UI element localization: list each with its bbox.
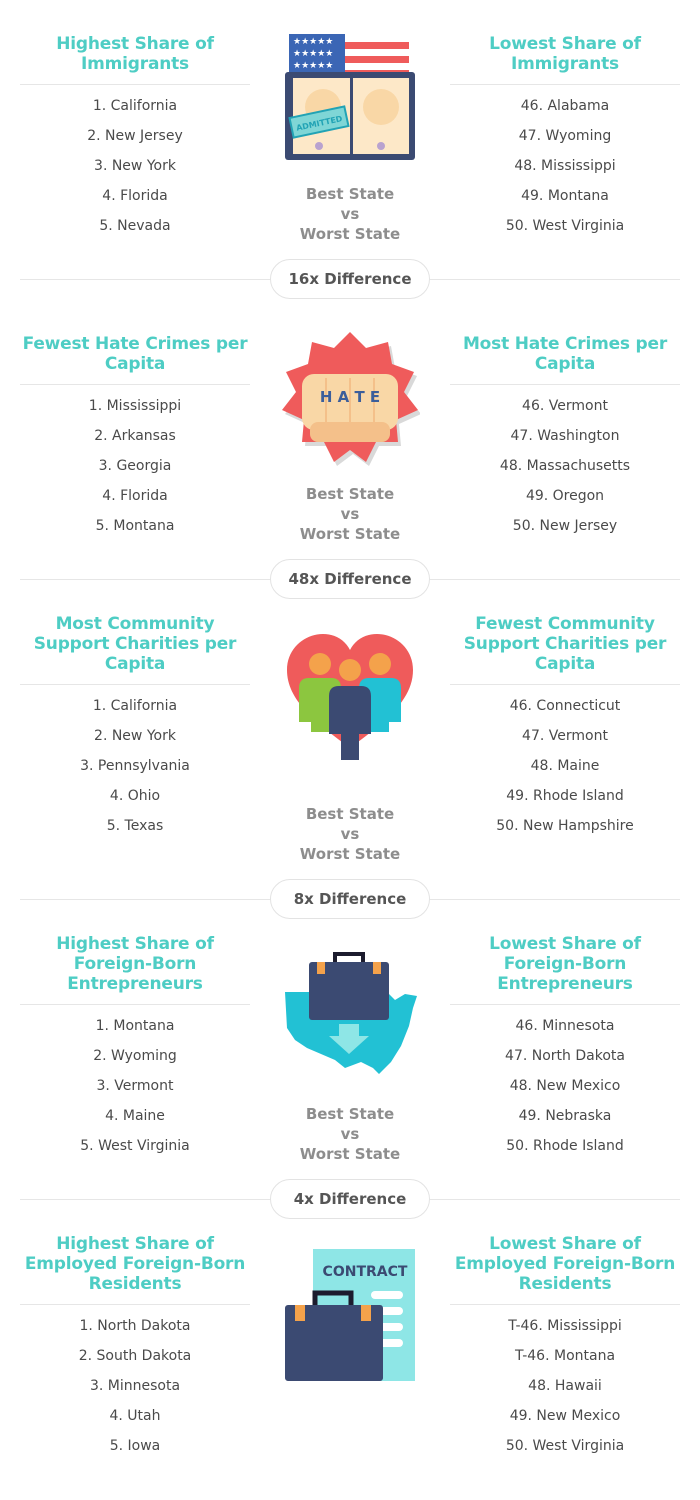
list-item: 4. Maine xyxy=(105,1108,165,1124)
rule xyxy=(20,384,250,385)
list-item: 1. North Dakota xyxy=(79,1318,191,1334)
list-item: 48. Massachusetts xyxy=(499,458,631,474)
left-column xyxy=(20,330,250,541)
contract-briefcase-icon xyxy=(283,1245,423,1385)
rule xyxy=(450,1004,680,1005)
list-item: 50. West Virginia xyxy=(505,1438,625,1454)
left-list xyxy=(20,1011,250,1161)
list-item: 50. New Hampshire xyxy=(496,818,634,834)
rule xyxy=(450,1304,680,1305)
left-column xyxy=(20,610,250,841)
list-item: 50. Rhode Island xyxy=(506,1138,624,1154)
list-item: 48. Hawaii xyxy=(528,1378,602,1394)
right-list xyxy=(450,391,680,541)
list-item: 1. California xyxy=(92,698,178,714)
best-vs-worst: Best State vs Worst State xyxy=(299,485,401,543)
best-vs-worst: Best State vs Worst State xyxy=(299,185,401,243)
rule xyxy=(20,684,250,685)
list-item: 49. New Mexico xyxy=(509,1408,621,1424)
left-column xyxy=(20,930,250,1161)
list-item: 46. Minnesota xyxy=(515,1018,615,1034)
left-list xyxy=(20,91,250,241)
list-item: 49. Montana xyxy=(521,188,609,204)
right-list xyxy=(450,1311,680,1461)
svg-text:★★★★★: ★★★★★ xyxy=(293,49,334,59)
list-item: 47. Wyoming xyxy=(518,128,612,144)
left-title: Highest Share of Foreign-Born Entrepreneurs xyxy=(56,934,214,994)
list-item: 4. Ohio xyxy=(109,788,161,804)
list-item: 46. Vermont xyxy=(522,398,608,414)
contract-label: CONTRACT xyxy=(322,1264,408,1280)
left-title: Highest Share of Employed Foreign-Born Residents xyxy=(24,1234,246,1294)
list-item: 4. Florida xyxy=(102,488,168,504)
list-item: 48. Mississippi xyxy=(514,158,616,174)
list-item: 50. New Jersey xyxy=(512,518,618,534)
difference-badge: 8x Difference xyxy=(270,879,430,919)
difference-badge: 16x Difference xyxy=(270,259,430,299)
right-column xyxy=(450,610,680,841)
best-vs-worst: Best State vs Worst State xyxy=(299,1105,401,1163)
right-title: Fewest Community Support Charities per Capita xyxy=(463,614,667,674)
right-list xyxy=(450,91,680,241)
list-item: 2. New Jersey xyxy=(87,128,183,144)
rule xyxy=(20,84,250,85)
left-title: Highest Share of Immigrants xyxy=(56,34,214,74)
list-item: 3. Vermont xyxy=(96,1078,174,1094)
left-title: Most Community Support Charities per Capita xyxy=(33,614,237,674)
list-item: 5. Montana xyxy=(95,518,175,534)
list-item: 47. Washington xyxy=(510,428,620,444)
right-column xyxy=(450,330,680,541)
hate-text: H A T E xyxy=(319,388,381,406)
left-list xyxy=(20,391,250,541)
right-list xyxy=(450,1011,680,1161)
difference-badge: 48x Difference xyxy=(270,559,430,599)
left-list xyxy=(20,1311,250,1461)
hate-fist-icon xyxy=(280,330,420,466)
left-column xyxy=(20,30,250,241)
right-title: Lowest Share of Immigrants xyxy=(489,34,641,74)
list-item: 46. Alabama xyxy=(520,98,610,114)
list-item: 2. Wyoming xyxy=(93,1048,177,1064)
left-title: Fewest Hate Crimes per Capita xyxy=(22,334,248,374)
list-item: 46. Connecticut xyxy=(509,698,621,714)
list-item: 48. New Mexico xyxy=(509,1078,621,1094)
list-item: 49. Nebraska xyxy=(518,1108,612,1124)
rule xyxy=(450,684,680,685)
list-item: 4. Utah xyxy=(109,1408,161,1424)
right-column xyxy=(450,1230,680,1461)
left-column xyxy=(20,1230,250,1461)
list-item: 47. North Dakota xyxy=(505,1048,625,1064)
list-item: 49. Rhode Island xyxy=(506,788,624,804)
right-title: Most Hate Crimes per Capita xyxy=(462,334,668,374)
list-item: 50. West Virginia xyxy=(505,218,625,234)
list-item: 3. Pennsylvania xyxy=(80,758,190,774)
right-column xyxy=(450,30,680,241)
list-item: 49. Oregon xyxy=(525,488,605,504)
right-column xyxy=(450,930,680,1161)
list-item: 2. South Dakota xyxy=(78,1348,192,1364)
passport-icon xyxy=(283,30,417,162)
community-heart-icon xyxy=(285,630,415,765)
list-item: 2. New York xyxy=(94,728,176,744)
right-title: Lowest Share of Foreign-Born Entrepreneurs xyxy=(489,934,641,994)
difference-badge: 4x Difference xyxy=(270,1179,430,1219)
list-item: 2. Arkansas xyxy=(94,428,176,444)
briefcase-us-map-icon xyxy=(283,950,423,1085)
list-item: 3. New York xyxy=(94,158,176,174)
list-item: 1. Montana xyxy=(95,1018,175,1034)
left-list xyxy=(20,691,250,841)
best-vs-worst: Best State vs Worst State xyxy=(299,805,401,863)
list-item: 48. Maine xyxy=(530,758,600,774)
svg-text:★★★★★: ★★★★★ xyxy=(293,37,334,47)
rule xyxy=(20,1004,250,1005)
list-item: T-46. Montana xyxy=(514,1348,616,1364)
right-title: Lowest Share of Employed Foreign-Born Residents xyxy=(454,1234,676,1294)
right-list xyxy=(450,691,680,841)
list-item: T-46. Mississippi xyxy=(508,1318,622,1334)
rule xyxy=(20,1304,250,1305)
list-item: 5. West Virginia xyxy=(80,1138,190,1154)
list-item: 1. Mississippi xyxy=(88,398,182,414)
list-item: 5. Iowa xyxy=(109,1438,161,1454)
rule xyxy=(450,84,680,85)
list-item: 5. Nevada xyxy=(99,218,171,234)
list-item: 1. California xyxy=(92,98,178,114)
admitted-stamp: ADMITTED xyxy=(295,114,344,133)
svg-text:★★★★★: ★★★★★ xyxy=(293,61,334,71)
list-item: 47. Vermont xyxy=(522,728,608,744)
list-item: 3. Minnesota xyxy=(89,1378,181,1394)
list-item: 5. Texas xyxy=(106,818,164,834)
rule xyxy=(450,384,680,385)
list-item: 3. Georgia xyxy=(98,458,172,474)
list-item: 4. Florida xyxy=(102,188,168,204)
